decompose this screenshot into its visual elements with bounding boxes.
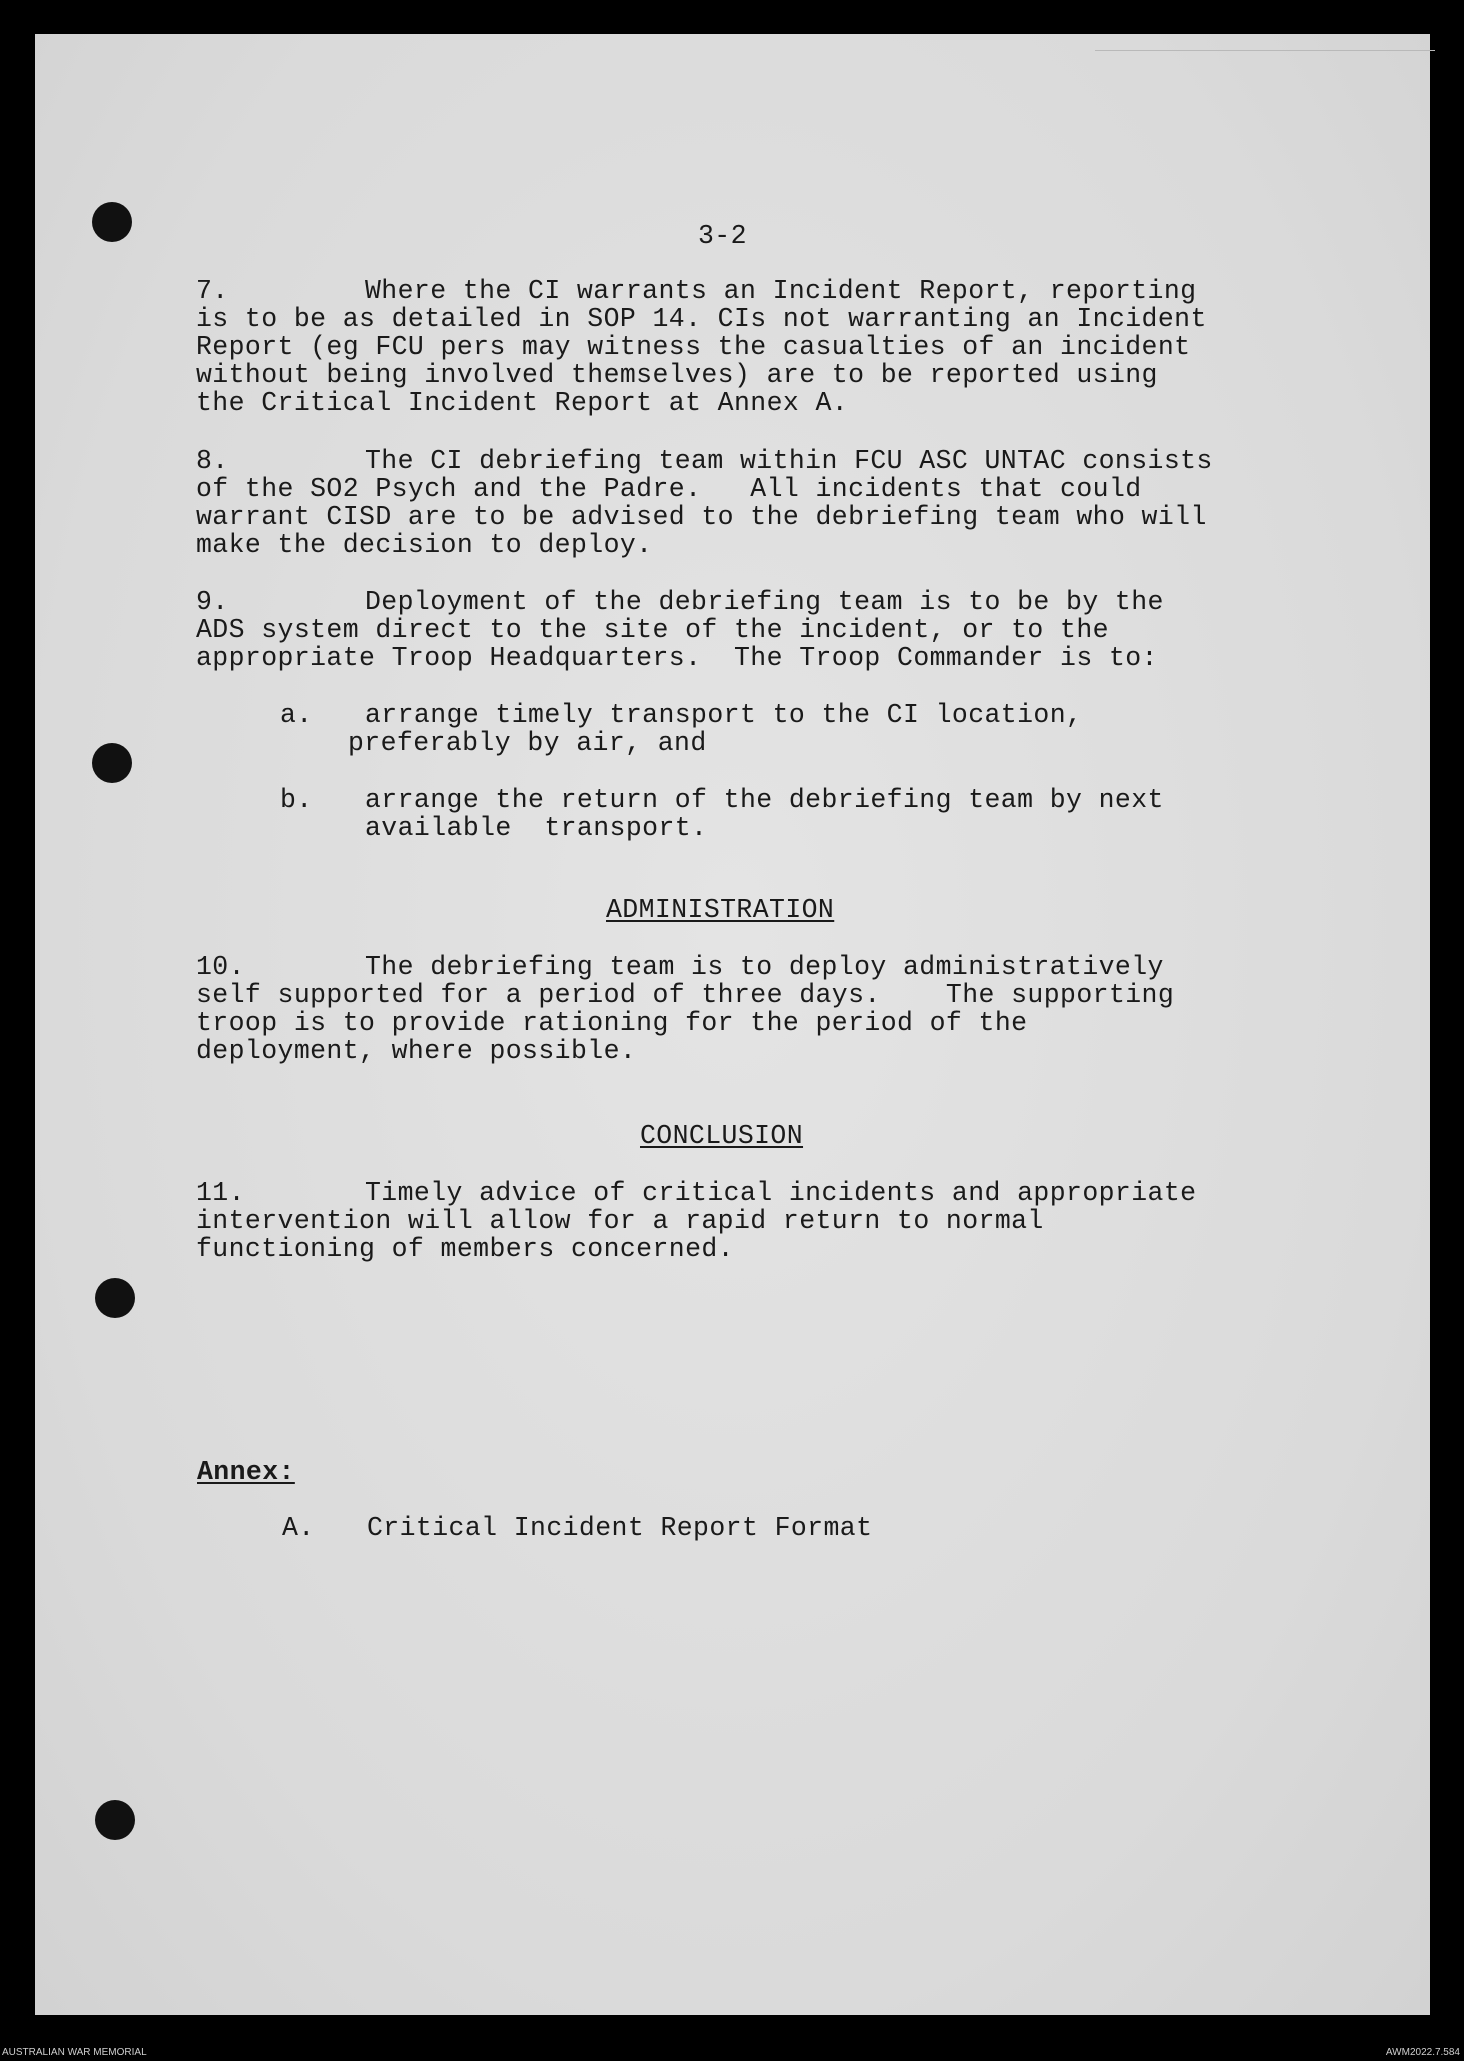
- para-11-line: Timely advice of critical incidents and appropriate: [365, 1178, 1197, 1208]
- para-8-line: make the decision to deploy.: [196, 530, 653, 560]
- para-7-line: Where the CI warrants an Incident Report, reporting: [365, 276, 1197, 306]
- sub-a-label: a.: [280, 700, 313, 730]
- para-8-number: 8.: [196, 446, 229, 476]
- document-page: [35, 34, 1430, 2015]
- para-10-line: troop is to provide rationing for the period of the: [196, 1008, 1028, 1038]
- para-9-number: 9.: [196, 587, 229, 617]
- para-8-line: of the SO2 Psych and the Padre. All incidents that could: [196, 474, 1142, 504]
- sub-b-line: arrange the return of the debriefing team by next: [365, 785, 1164, 815]
- para-9-line: Deployment of the debriefing team is to be by the: [365, 587, 1164, 617]
- para-11-number: 11.: [196, 1178, 245, 1208]
- annex-heading: Annex:: [197, 1457, 295, 1487]
- punch-hole: [95, 1800, 135, 1840]
- footer-credit: AUSTRALIAN WAR MEMORIAL: [2, 2047, 147, 2058]
- para-7-number: 7.: [196, 276, 229, 306]
- para-9-line: ADS system direct to the site of the incident, or to the: [196, 615, 1109, 645]
- page-number: 3-2: [698, 221, 747, 251]
- para-7-line: the Critical Incident Report at Annex A.: [196, 388, 849, 418]
- sub-b-label: b.: [280, 785, 313, 815]
- punch-hole: [92, 743, 132, 783]
- para-10-line: The debriefing team is to deploy administratively: [365, 952, 1164, 982]
- para-8-line: warrant CISD are to be advised to the debriefing team who will: [196, 502, 1207, 532]
- para-11-line: functioning of members concerned.: [196, 1234, 734, 1264]
- sub-a-line: arrange timely transport to the CI location,: [365, 700, 1083, 730]
- conclusion-heading: CONCLUSION: [640, 1121, 804, 1151]
- administration-heading: ADMINISTRATION: [606, 895, 835, 925]
- para-11-line: intervention will allow for a rapid return to normal: [196, 1206, 1044, 1236]
- footer-reference: AWM2022.7.584: [1385, 2047, 1460, 2058]
- para-10-number: 10.: [196, 952, 245, 982]
- para-7-line: without being involved themselves) are to be reported using: [196, 360, 1158, 390]
- para-7-line: is to be as detailed in SOP 14. CIs not warranting an Incident: [196, 304, 1207, 334]
- sub-a-line: preferably by air, and: [348, 728, 707, 758]
- annex-item-text: Critical Incident Report Format: [367, 1513, 873, 1543]
- punch-hole: [92, 202, 132, 242]
- page-edge-line: [1095, 50, 1435, 51]
- para-8-line: The CI debriefing team within FCU ASC UNTAC consists: [365, 446, 1213, 476]
- sub-b-line: available transport.: [365, 813, 708, 843]
- para-7-line: Report (eg FCU pers may witness the casualties of an incident: [196, 332, 1191, 362]
- para-10-line: self supported for a period of three days. The supporting: [196, 980, 1175, 1010]
- para-9-line: appropriate Troop Headquarters. The Troop Commander is to:: [196, 643, 1158, 673]
- punch-hole: [95, 1278, 135, 1318]
- para-10-line: deployment, where possible.: [196, 1036, 637, 1066]
- annex-item-label: A.: [282, 1513, 315, 1543]
